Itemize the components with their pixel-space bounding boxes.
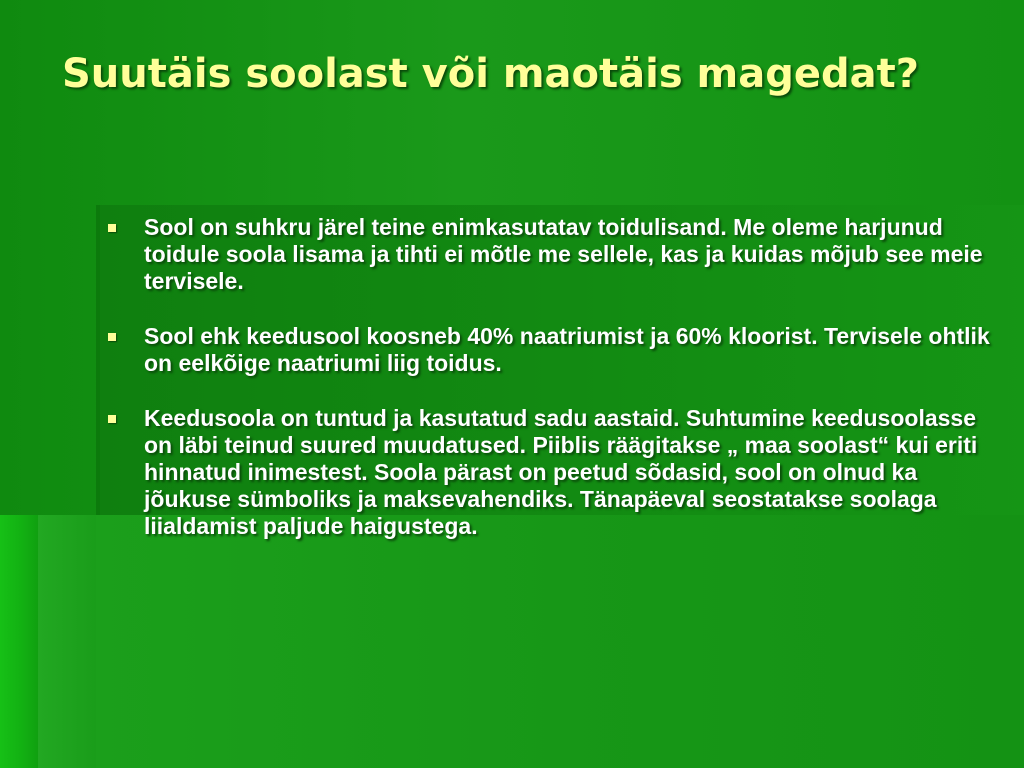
slide-title: Suutäis soolast või maotäis magedat? <box>62 51 919 97</box>
background-strip-left <box>0 515 38 768</box>
bullet-text: Keedusoola on tuntud ja kasutatud sadu aastaid. Suhtumine keedusoolasse on läbi teinud suured muudatused. Piiblis räägitakse „ maa soolast“ kui eriti hinnatud inimestest. Soola pärast on peetud sõdasid, sool on olnud ka jõukuse sümboliks ja maksevahendiks. Tänapäeval seostatakse soolaga liialdamist paljude haigustega. <box>144 405 978 539</box>
square-bullet-icon <box>108 333 116 341</box>
bullet-list <box>104 214 1004 568</box>
list-item <box>104 214 1004 295</box>
bullet-text: Sool ehk keedusool koosneb 40% naatriumist ja 60% kloorist. Tervisele ohtlik on eelkõige naatriumi liig toidus. <box>144 323 990 376</box>
list-item <box>104 405 1004 540</box>
square-bullet-icon <box>108 415 116 423</box>
square-bullet-icon <box>108 224 116 232</box>
list-item <box>104 323 1004 377</box>
bullet-text: Sool on suhkru järel teine enimkasutatav toidulisand. Me oleme harjunud toidule soola lisama ja tihti ei mõtle me sellele, kas ja kuidas mõjub see meie tervisele. <box>144 214 983 294</box>
background-panel-left <box>38 515 96 768</box>
